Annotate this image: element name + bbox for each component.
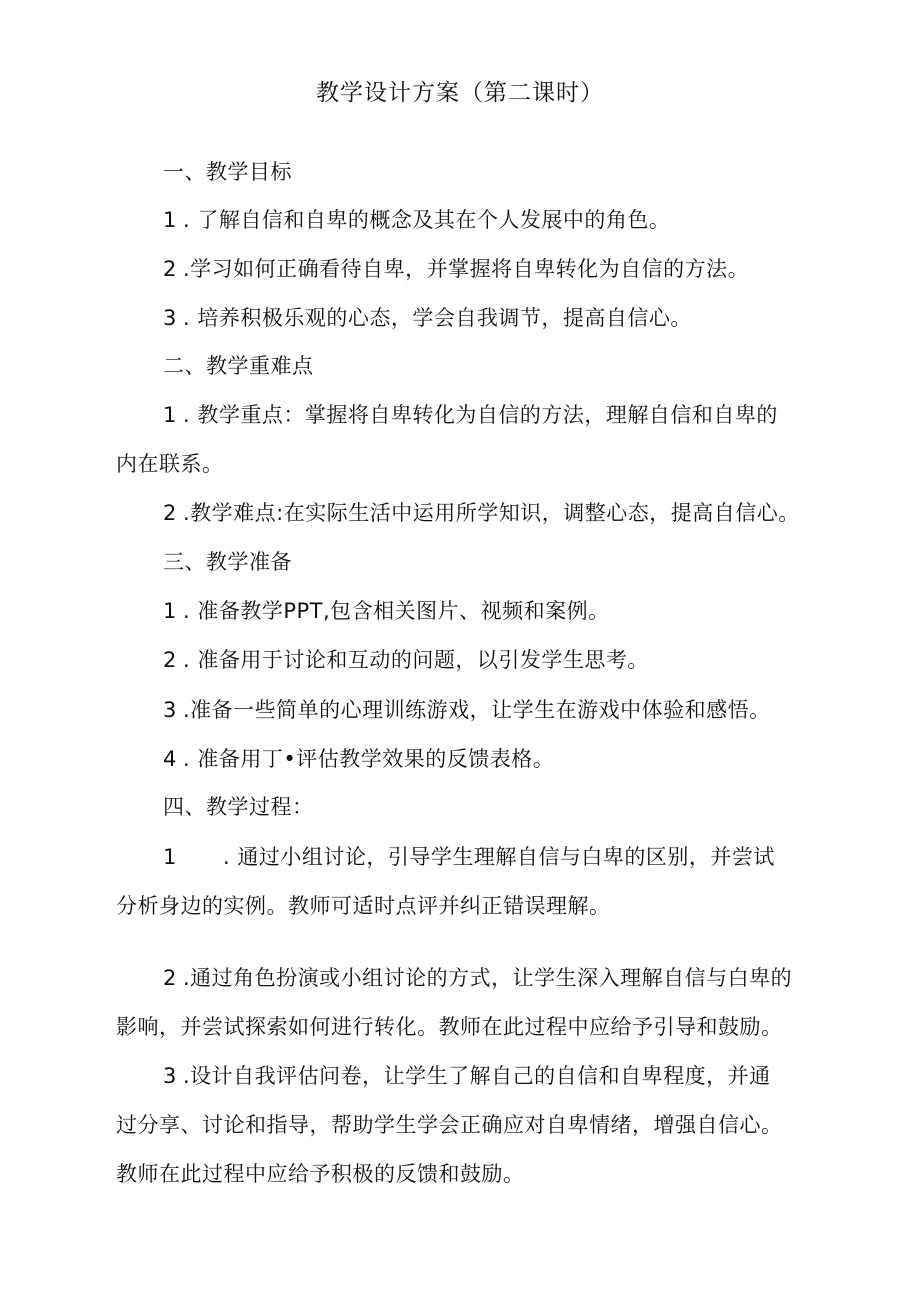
- preparation-item-1: [163, 595, 610, 627]
- item-text: . 教学重点：掌握将自卑转化为自信的方法，理解自信和自卑的: [183, 403, 778, 427]
- preparation-item-4: [163, 743, 554, 775]
- item-number: 1: [163, 599, 177, 623]
- objective-item-2: [163, 253, 749, 285]
- item-text: .通过角色扮演或小组讨论的方式，让学生深入理解自信与白卑的: [183, 966, 793, 990]
- key-point-item-1-continuation: 内在联系。: [116, 452, 224, 476]
- preparation-item-3: [163, 694, 771, 726]
- process-item-1-continuation: 分析身边的实例。教师可适时点评并纠正错误理解。: [116, 894, 611, 918]
- item-number: 1: [163, 845, 177, 869]
- item-text: . 准备教学PPT,包含相关图片、视频和案例。: [183, 599, 610, 623]
- item-text: .准备一些简单的心理训练游戏，让学生在游戏中体验和感悟。: [183, 698, 771, 722]
- process-item-3-continuation: 过分享、讨论和指导，帮助学生学会正确应对自卑情绪，增强自信心。: [116, 1113, 783, 1137]
- item-text: . 准备用丁•评估教学效果的反馈表格。: [183, 747, 555, 771]
- item-text: .设计自我评估问卷，让学生了解自己的自信和自卑程度，并通: [183, 1064, 771, 1088]
- item-text: . 培养积极乐观的心态，学会自我调节，提高自信心。: [183, 306, 692, 330]
- item-number: 1: [163, 403, 177, 427]
- key-point-item-1: [163, 399, 778, 431]
- preparation-item-2: [163, 644, 649, 676]
- item-number: 2: [163, 257, 177, 281]
- objective-item-1: [163, 204, 670, 236]
- item-number: 3: [163, 698, 177, 722]
- item-text: . 通过小组讨论，引导学生理解自信与白卑的区别，并尝试: [223, 845, 775, 869]
- item-number: 4: [163, 747, 177, 771]
- item-text: .学习如何正确看待自卑，并掌握将自卑转化为自信的方法。: [183, 257, 750, 281]
- section-heading-key-points: 二、教学重难点: [163, 354, 314, 378]
- process-item-2: [163, 962, 792, 994]
- process-item-3-continuation-2: 教师在此过程中应给予积极的反馈和鼓励。: [116, 1162, 525, 1186]
- key-point-item-2: [163, 497, 800, 529]
- process-item-3: [163, 1060, 771, 1092]
- item-text: . 了解自信和自卑的概念及其在个人发展中的角色。: [183, 208, 671, 232]
- item-number: 2: [163, 501, 177, 525]
- item-number: 2: [163, 966, 177, 990]
- document-title: 教学设计方案（第二课时）: [316, 80, 604, 106]
- item-number: 2: [163, 648, 177, 672]
- section-heading-objectives: 一、教学目标: [163, 160, 292, 184]
- item-number: 1: [163, 208, 177, 232]
- section-heading-preparation: 三、教学准备: [163, 550, 292, 574]
- item-number: 3: [163, 306, 177, 330]
- item-text: .教学难点:在实际生活中运用所学知识，调整心态，提高自信心。: [183, 501, 800, 525]
- section-heading-process: 四、教学过程：: [163, 795, 314, 819]
- process-item-2-continuation: 影响，并尝试探索如何进行转化。教师在此过程中应给予引导和鼓励。: [116, 1015, 783, 1039]
- item-text: . 准备用于讨论和互动的问题，以引发学生思考。: [183, 648, 649, 672]
- process-item-1: [163, 841, 775, 873]
- objective-item-3: [163, 302, 692, 334]
- item-number: 3: [163, 1064, 177, 1088]
